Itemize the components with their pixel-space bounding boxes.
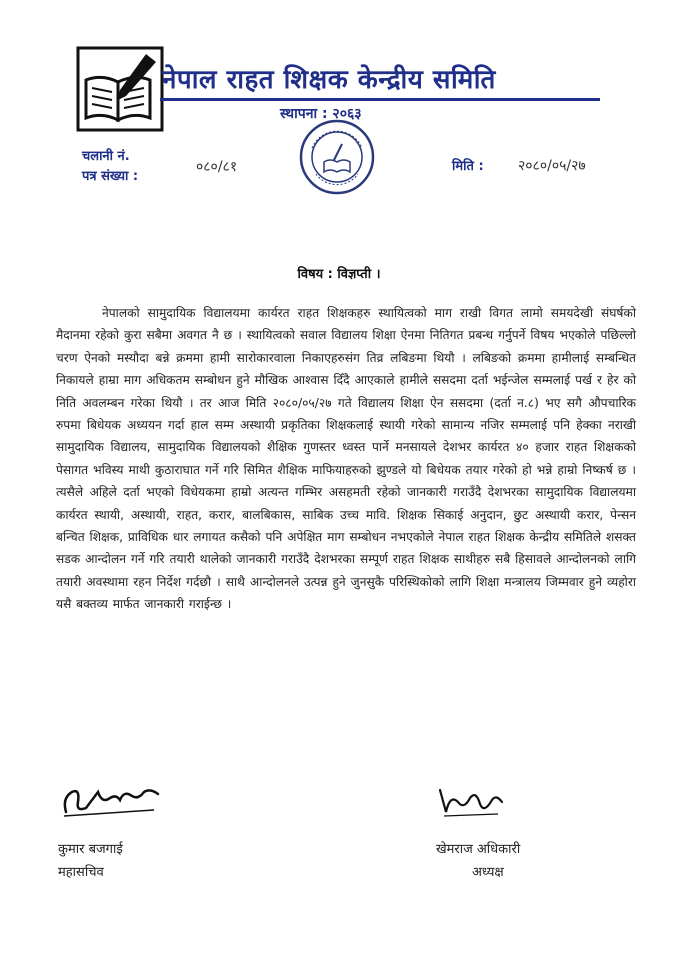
- subject-line: विषय : विज्ञप्ती ।: [297, 267, 381, 282]
- letterhead-rule: [160, 98, 600, 101]
- letter-count-value: ०८०/८१: [196, 159, 238, 175]
- handwritten-signature-icon: [58, 778, 168, 822]
- signatory-name-chairperson: खेमराज अधिकारी: [436, 842, 521, 857]
- reference-labels: [82, 147, 138, 187]
- established-year: स्थापना : २०६३: [280, 106, 362, 122]
- dispatch-number-label: चलानी नं.: [82, 149, 130, 164]
- signatory-role-chairperson: अध्यक्ष: [472, 865, 504, 880]
- book-pen-icon: [76, 46, 164, 132]
- signatory-role-general-secretary: महासचिव: [58, 865, 104, 880]
- organization-name: नेपाल राहत शिक्षक केन्द्रीय समिति: [162, 65, 496, 95]
- handwritten-signature-icon: [436, 782, 506, 822]
- signatory-name-general-secretary: कुमार बजगाई: [58, 842, 123, 857]
- letter-count-label: पत्र संख्या :: [82, 169, 139, 184]
- date-label: मिति :: [452, 159, 484, 174]
- date-value: २०८०/०५/२७: [518, 158, 586, 174]
- body-text: नेपालको सामुदायिक विद्यालयमा कार्यरत राहत शिक्षकहरु स्थायित्वको माग राखी विगत लामो समयदेखी संघर्षको मैदानमा रहेको कुरा सबैमा अवगत नै छ । स्थायित्वको सवाल विद्यालय शिक्षा ऐनमा नितिगत प्रबन्ध गर्नुपर्ने विषय भएकोले पछिल्लो चरण ऐनको मस्यौदा बन्ने क्रममा हामी सारोकारवाला निकाएहरुसंग तिव्र लबिङमा थियौ । लबिङको क्रममा हामीलाई सम्बन्धित निकायले हाम्रा माग अधिकतम सम्बोधन हुने मौखिक आश्वास दिँदै आएकाले हामीले ससदमा दर्ता भईन्जेल सम्मलाई पर्ख र हेर को निति अवलम्बन गरेका थियौ । तर आज मिति २०८०/०५/२७ गते विद्यालय शिक्षा ऐन ससदमा (दर्ता न.८) भए सगै औपचारिक रुपमा बिधेयक अध्ययन गर्दा हाल सम्म अस्थायी प्रकृतिका शिक्षकलाई स्थायी गरेको सामान्य नजिर सम्मलाई पनि हेक्का नराखी सामुदायिक विद्यालय, सामुदायिक विद्यालयको शैक्षिक गुणस्तर ध्वस्त पार्ने मनसायले देशभर कार्यरत ४० हजार राहत शिक्षकको पेसागत भविस्य माथी कुठाराघात गर्ने गरि सिमित शैक्षिक माफियाहरुको झुण्डले यो बिधेयक तयार गरेको हो भन्ने हाम्रो निष्कर्ष छ । त्यसैले अहिले दर्ता भएको विधेयकमा हाम्रो अत्यन्त गम्भिर असहमती रहेको जानकारी गराउँदै देशभरका सामुदायिक विद्यालयमा कार्यरत स्थायी, अस्थायी, राहत, करार, बालबिकास, साबिक उच्च मावि. शिक्षक सिकाई अनुदान, छुट अस्थायी करार, पेन्सन बन्चित शिक्षक, प्राविधिक धार लगायत कसैको पनि अपेक्षित माग सम्बोधन नभएकोले नेपाल राहत शिक्षक केन्द्रीय समितिले शसक्त सडक आन्दोलन गर्ने गरि तयारी थालेको जानकारी गराउँदै देशभरका सम्पूर्ण राहत शिक्षक साथीहरु सबै हिसावले आन्दोलनको लागि तयारी अवस्थामा रहन निर्देश गर्दछौ । साथै आन्दोलनले उत्पन्न हुने जुनसुकै परिस्थिकोको लागि शिक्षा मन्त्रालय जिम्मवार हुने व्यहोरा यसै बक्तव्य मार्फत जानकारी गराईन्छ ।: [56, 306, 636, 612]
- organization-seal-icon: [298, 118, 376, 196]
